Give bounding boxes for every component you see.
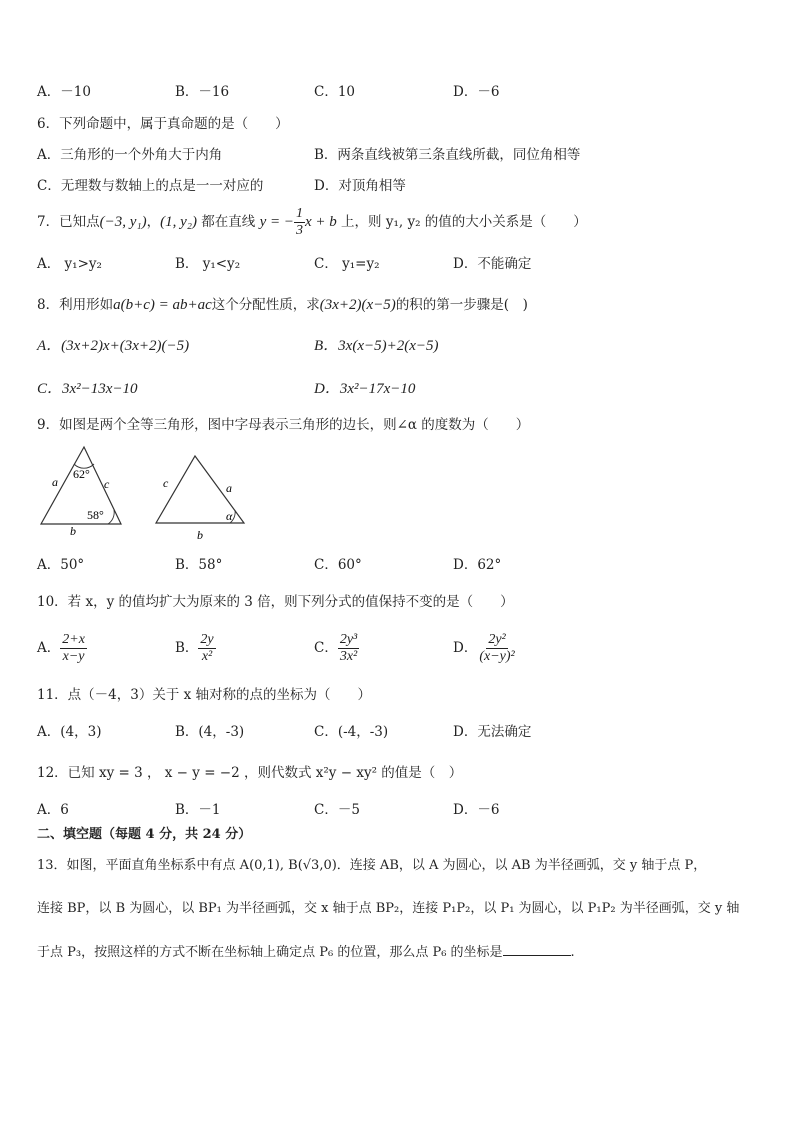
q10-b-fraction — [198, 632, 215, 665]
q10-option-c — [314, 628, 359, 668]
q5-option-a: A．－10 — [37, 84, 91, 100]
q10-c-label: C． — [314, 640, 338, 656]
q9-stem: 9．如图是两个全等三角形，图中字母表示三角形的边长，则∠α 的度数为（ ） — [37, 417, 530, 433]
q12-option-b: B．－1 — [175, 802, 221, 818]
q5-option-c: C．10 — [314, 84, 356, 100]
q6-option-d: D．对顶角相等 — [314, 178, 406, 194]
q10-b-label: B． — [175, 640, 199, 656]
fig2-alpha: α — [226, 509, 233, 523]
q7-frac-num: 1 — [295, 206, 303, 221]
q9-option-d: D．62° — [453, 557, 502, 573]
fig1-right-angle: 58° — [87, 508, 104, 522]
q7-eq-right: x + b — [304, 214, 337, 230]
q7-sep: ， — [146, 214, 161, 230]
q7-point-1: (−3, y₁) — [99, 214, 147, 230]
q8-pre: 8．利用形如 — [37, 297, 114, 313]
q10-a-num: 2+x — [62, 632, 85, 647]
fig1-side-b: b — [70, 524, 76, 538]
q10-option-a — [37, 628, 87, 668]
q10-b-num: 2y — [200, 632, 214, 647]
q6-option-b: B．两条直线被第三条直线所截，同位角相等 — [314, 147, 581, 163]
q12-stem: 12．已知 xy = 3 ， x − y = −2 ，则代数式 x²y − xy² 的值是（ ） — [37, 765, 463, 781]
fig1-side-c: c — [104, 477, 110, 491]
q13-end: . — [570, 945, 575, 960]
q11-option-a: A．(4，3) — [37, 724, 102, 740]
q9-figure — [36, 440, 256, 540]
triangle-1 — [41, 447, 121, 538]
q10-a-fraction — [60, 632, 87, 665]
q10-d-den: (x−y)² — [479, 649, 515, 664]
q7-stem — [37, 206, 587, 239]
q8-post: 的积的第一步骤是( ) — [395, 297, 528, 313]
q9-option-a: A．50° — [37, 557, 85, 573]
section-title: 二、填空题（每题 4 分，共 24 分） — [37, 827, 252, 842]
q10-d-fraction — [477, 632, 516, 665]
fig1-top-angle: 62° — [73, 467, 90, 481]
q7-pre: 7．已知点 — [37, 214, 100, 230]
q9-option-b: B．58° — [175, 557, 223, 573]
q10-d-num: 2y² — [488, 632, 506, 647]
q8-formula: a(b+c) = ab+ac — [113, 297, 212, 313]
q13-line-2: 连接 BP，以 B 为圆心，以 BP₁ 为半径画弧，交 x 轴于点 BP₂，连接 P₁P₂，以 P₁ 为圆心，以 P₁P₂ 为半径画弧，交 y 轴 — [37, 901, 740, 916]
q7-eq-left: y = − — [259, 214, 294, 230]
q10-c-fraction — [338, 632, 359, 665]
q10-a-den: x−y — [62, 649, 85, 664]
q10-stem: 10．若 x，y 的值均扩大为原来的 3 倍，则下列分式的值保持不变的是（ ） — [37, 594, 514, 610]
q12-option-c: C．－5 — [314, 802, 360, 818]
q8-stem — [37, 295, 528, 315]
q7-option-d: D．不能确定 — [453, 256, 532, 272]
q8-option-a: A．(3x+2)x+(3x+2)(−5) — [37, 338, 190, 354]
q7-post: 上，则 y₁, y₂ 的值的大小关系是（ ） — [336, 214, 587, 230]
fig2-side-b: b — [197, 528, 203, 540]
q7-option-c: C． y₁=y₂ — [314, 256, 380, 272]
q7-mid: 都在直线 — [196, 214, 260, 230]
q10-c-num: 2y³ — [339, 632, 358, 647]
q8-expression: (3x+2)(x−5) — [319, 297, 396, 313]
q7-fraction — [294, 206, 305, 239]
q10-d-label: D． — [453, 640, 478, 656]
q9-option-c: C．60° — [314, 557, 362, 573]
answer-blank[interactable] — [503, 941, 571, 956]
q6-stem: 6．下列命题中，属于真命题的是（ ） — [37, 116, 289, 132]
q10-a-label: A． — [37, 640, 61, 656]
q13-line-1: 13．如图，平面直角坐标系中有点 A(0,1), B(√3,0)．连接 AB，以 A 为圆心，以 AB 为半径画弧，交 y 轴于点 P， — [37, 858, 707, 873]
q10-option-b — [175, 628, 216, 668]
q10-c-den: 3x² — [339, 649, 358, 664]
q7-option-b: B． y₁<y₂ — [175, 256, 241, 272]
q8-option-d: D．3x²−17x−10 — [314, 381, 416, 397]
q6-option-a: A．三角形的一个外角大于内角 — [37, 147, 223, 163]
fig2-side-a: a — [226, 481, 232, 495]
q5-option-b: B．－16 — [175, 84, 230, 100]
q11-stem: 11．点（－4，3）关于 x 轴对称的点的坐标为（ ） — [37, 687, 372, 703]
q7-option-a: A． y₁>y₂ — [37, 256, 102, 272]
q10-option-d — [453, 628, 517, 668]
q12-option-a: A．6 — [37, 802, 69, 818]
q6-option-c: C．无理数与数轴上的点是一一对应的 — [37, 178, 264, 194]
q5-option-d: D．－6 — [453, 84, 500, 100]
q11-option-c: C．(-4，-3) — [314, 724, 389, 740]
q8-option-b: B．3x(x−5)+2(x−5) — [314, 338, 439, 354]
q11-option-b: B．(4，-3) — [175, 724, 245, 740]
q12-option-d: D．－6 — [453, 802, 500, 818]
triangle-2 — [156, 456, 244, 540]
q8-mid: 这个分配性质，求 — [211, 297, 320, 313]
q8-option-c: C．3x²−13x−10 — [37, 381, 138, 397]
q10-b-den: x² — [201, 649, 213, 664]
fig1-side-a: a — [52, 475, 58, 489]
q7-point-2: (1, y₂) — [160, 214, 197, 230]
q7-frac-den: 3 — [295, 223, 303, 238]
fig2-side-c: c — [163, 476, 169, 490]
q13-line-3 — [37, 941, 575, 963]
q11-option-d: D．无法确定 — [453, 724, 532, 740]
q13-line-3-text: 于点 P₃，按照这样的方式不断在坐标轴上确定点 P₆ 的位置，那么点 P₆ 的坐标是 — [37, 945, 503, 960]
